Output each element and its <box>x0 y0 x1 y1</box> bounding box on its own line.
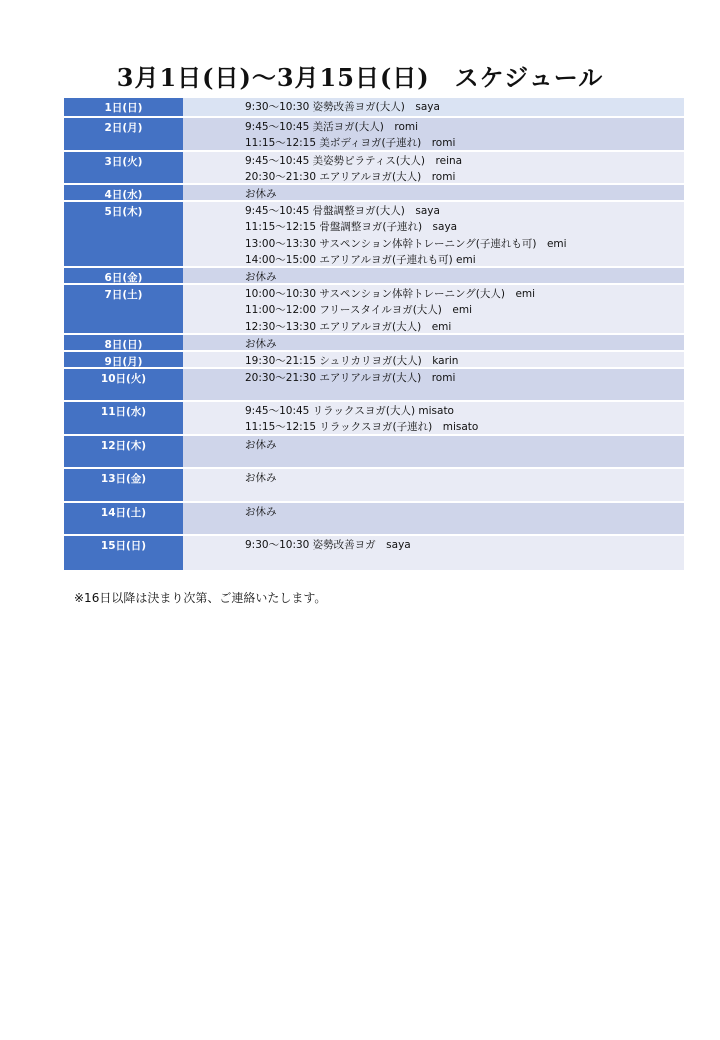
schedule-date: 10日(火) <box>64 369 183 400</box>
schedule-line: 10:00〜10:30 サスペンション体幹トレーニング(大人) emi <box>245 288 536 300</box>
schedule-line: お休み <box>245 439 277 451</box>
schedule-content <box>183 369 684 400</box>
schedule-date: 5日(木) <box>64 202 183 266</box>
schedule-row <box>64 469 684 503</box>
schedule-line: 11:15〜12:15 美ボディヨガ(子連れ) romi <box>245 137 456 150</box>
schedule-content <box>183 503 684 534</box>
schedule-content <box>183 536 684 570</box>
schedule-row <box>64 503 684 536</box>
schedule-row <box>64 402 684 436</box>
schedule-content <box>183 202 684 266</box>
schedule-date: 3日(火) <box>64 152 183 183</box>
schedule-row <box>64 268 684 285</box>
schedule-line: 9:45〜10:45 美活ヨガ(大人) romi <box>245 121 419 133</box>
schedule-line: 9:45〜10:45 リラックスヨガ(大人) misato <box>245 405 454 417</box>
schedule-line: お休み <box>245 506 277 518</box>
schedule-row <box>64 98 684 118</box>
schedule-date: 4日(水) <box>64 185 183 200</box>
schedule-line: 9:45〜10:45 美姿勢ピラティス(大人) reina <box>245 155 463 167</box>
schedule-row <box>64 335 684 352</box>
schedule-line: 12:30〜13:30 エアリアルヨガ(大人) emi <box>245 320 452 333</box>
schedule-row <box>64 152 684 185</box>
schedule-date: 11日(水) <box>64 402 183 434</box>
schedule-row <box>64 369 684 402</box>
schedule-line: 9:30〜10:30 姿勢改善ヨガ saya <box>245 539 411 551</box>
schedule-line: 9:45〜10:45 骨盤調整ヨガ(大人) saya <box>245 205 440 217</box>
footnote: ※16日以降は決まり次第、ご連絡いたします。 <box>74 591 327 605</box>
schedule-row <box>64 202 684 268</box>
schedule-line: 14:00〜15:00 エアリアルヨガ(子連れも可) emi <box>245 254 476 267</box>
schedule-row <box>64 285 684 335</box>
schedule-row <box>64 536 684 570</box>
schedule-row <box>64 352 684 369</box>
schedule-content <box>183 98 684 116</box>
schedule-line: 13:00〜13:30 サスペンション体幹トレーニング(子連れも可) emi <box>245 237 567 250</box>
schedule-content <box>183 402 684 434</box>
schedule-line: 20:30〜21:30 エアリアルヨガ(大人) romi <box>245 372 456 384</box>
schedule-date: 9日(月) <box>64 352 183 367</box>
schedule-date: 2日(月) <box>64 118 183 150</box>
schedule-row <box>64 185 684 202</box>
schedule-date: 15日(日) <box>64 536 183 570</box>
schedule-line: お休み <box>245 188 277 200</box>
schedule-row <box>64 118 684 152</box>
schedule-date: 12日(木) <box>64 436 183 467</box>
schedule-line: 11:15〜12:15 骨盤調整ヨガ(子連れ) saya <box>245 221 458 234</box>
schedule-content <box>183 152 684 183</box>
schedule-table <box>64 97 684 570</box>
schedule-line: 11:15〜12:15 リラックスヨガ(子連れ) misato <box>245 421 479 434</box>
schedule-date: 6日(金) <box>64 268 183 283</box>
schedule-content <box>183 185 684 200</box>
schedule-content <box>183 335 684 350</box>
schedule-line: 11:00〜12:00 フリースタイルヨガ(大人) emi <box>245 304 472 317</box>
schedule-content <box>183 436 684 467</box>
schedule-date: 13日(金) <box>64 469 183 501</box>
schedule-date: 1日(日) <box>64 98 183 116</box>
schedule-content <box>183 285 684 333</box>
schedule-date: 8日(日) <box>64 335 183 350</box>
page-title: 3月1日(日)〜3月15日(日) スケジュール <box>116 63 604 92</box>
schedule-line: お休み <box>245 472 277 484</box>
schedule-content <box>183 268 684 283</box>
schedule-date: 7日(土) <box>64 285 183 333</box>
schedule-content <box>183 118 684 150</box>
schedule-line: お休み <box>245 338 277 350</box>
schedule-line: 19:30〜21:15 シュリカリヨガ(大人) karin <box>245 355 459 367</box>
schedule-line: お休み <box>245 271 277 283</box>
schedule-date: 14日(土) <box>64 503 183 534</box>
schedule-content <box>183 352 684 367</box>
schedule-row <box>64 436 684 469</box>
schedule-content <box>183 469 684 501</box>
schedule-line: 9:30〜10:30 姿勢改善ヨガ(大人) saya <box>245 101 440 113</box>
schedule-line: 20:30〜21:30 エアリアルヨガ(大人) romi <box>245 171 456 184</box>
